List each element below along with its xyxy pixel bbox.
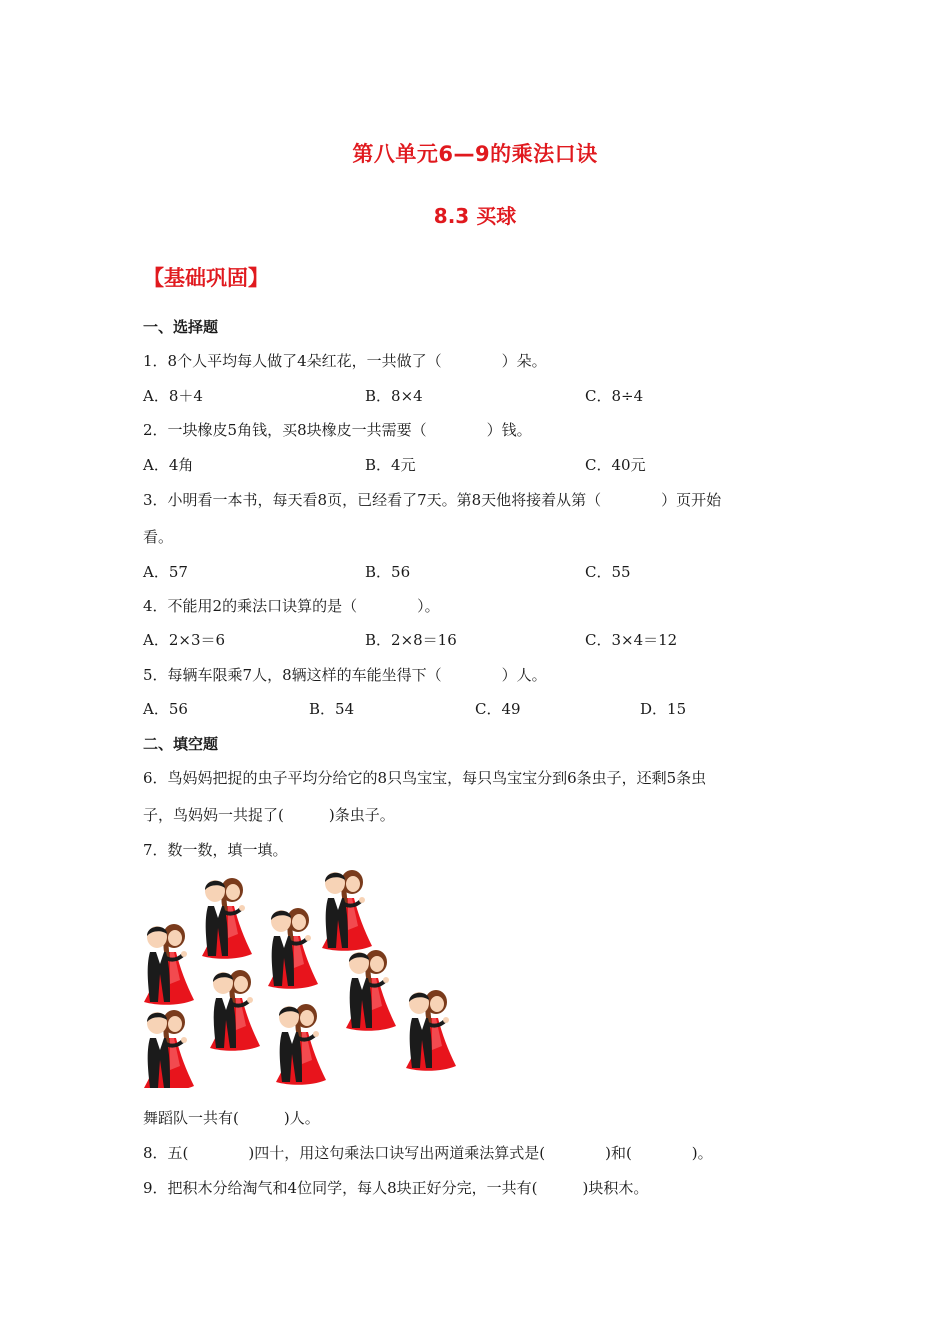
question-2: 2．一块橡皮5角钱，买8块橡皮一共需要（ ）钱。 [143, 421, 532, 439]
question-8: 8．五( )四十，用这句乘法口诀写出两道乘法算式是( )和( )。 [143, 1144, 713, 1162]
question-1: 1．8个人平均每人做了4朵红花，一共做了（ ）朵。 [143, 352, 547, 370]
q1-option-a: A．8＋4 [143, 387, 203, 405]
question-5: 5．每辆车限乘7人，8辆这样的车能坐得下（ ）人。 [143, 666, 547, 684]
q2-option-a: A．4角 [143, 456, 194, 474]
couple-3 [144, 924, 194, 1005]
q4-option-a: A．2×3＝6 [143, 631, 226, 649]
part2-heading: 二、填空题 [143, 735, 219, 753]
question-6-line2: 子，鸟妈妈一共捉了( )条虫子。 [143, 806, 395, 824]
q4-option-b: B．2×8＝16 [365, 631, 457, 649]
lesson-title: 8.3 买球 [433, 204, 517, 228]
couple-7 [406, 990, 456, 1071]
dancers-illustration [140, 866, 470, 1088]
question-3-line2: 看。 [143, 528, 174, 546]
q3-option-c: C．55 [585, 563, 631, 581]
couple-1 [202, 878, 252, 959]
q5-option-d: D．15 [640, 700, 687, 718]
question-7: 7．数一数，填一填。 [143, 841, 288, 859]
q3-option-a: A．57 [143, 563, 188, 581]
unit-title: 第八单元6—9的乘法口诀 [352, 142, 598, 166]
couple-6 [346, 950, 396, 1031]
question-4: 4．不能用2的乘法口诀算的是（ ）。 [143, 597, 440, 615]
q1-option-c: C．8÷4 [585, 387, 644, 405]
q5-option-a: A．56 [143, 700, 188, 718]
q1-option-b: B．8×4 [365, 387, 423, 405]
couple-9 [144, 1010, 194, 1088]
q5-option-b: B．54 [309, 700, 355, 718]
couple-4 [268, 908, 318, 989]
question-3-line1: 3．小明看一本书，每天看8页，已经看了7天。第8天他将接着从第（ ）页开始 [143, 491, 722, 509]
couple-5 [210, 970, 260, 1051]
question-7-answer: 舞蹈队一共有( )人。 [143, 1109, 320, 1127]
q4-option-c: C．3×4＝12 [585, 631, 678, 649]
q2-option-c: C．40元 [585, 456, 646, 474]
q5-option-c: C．49 [475, 700, 521, 718]
section-label: 【基础巩固】 [143, 266, 269, 290]
q2-option-b: B．4元 [365, 456, 416, 474]
question-6-line1: 6．鸟妈妈把捉的虫子平均分给它的8只鸟宝宝，每只鸟宝宝分到6条虫子，还剩5条虫 [143, 769, 707, 787]
part1-heading: 一、选择题 [143, 318, 219, 336]
couple-8 [276, 1004, 326, 1085]
question-9: 9．把积木分给淘气和4位同学，每人8块正好分完，一共有( )块积木。 [143, 1179, 649, 1197]
couple-2 [322, 870, 372, 951]
q3-option-b: B．56 [365, 563, 411, 581]
